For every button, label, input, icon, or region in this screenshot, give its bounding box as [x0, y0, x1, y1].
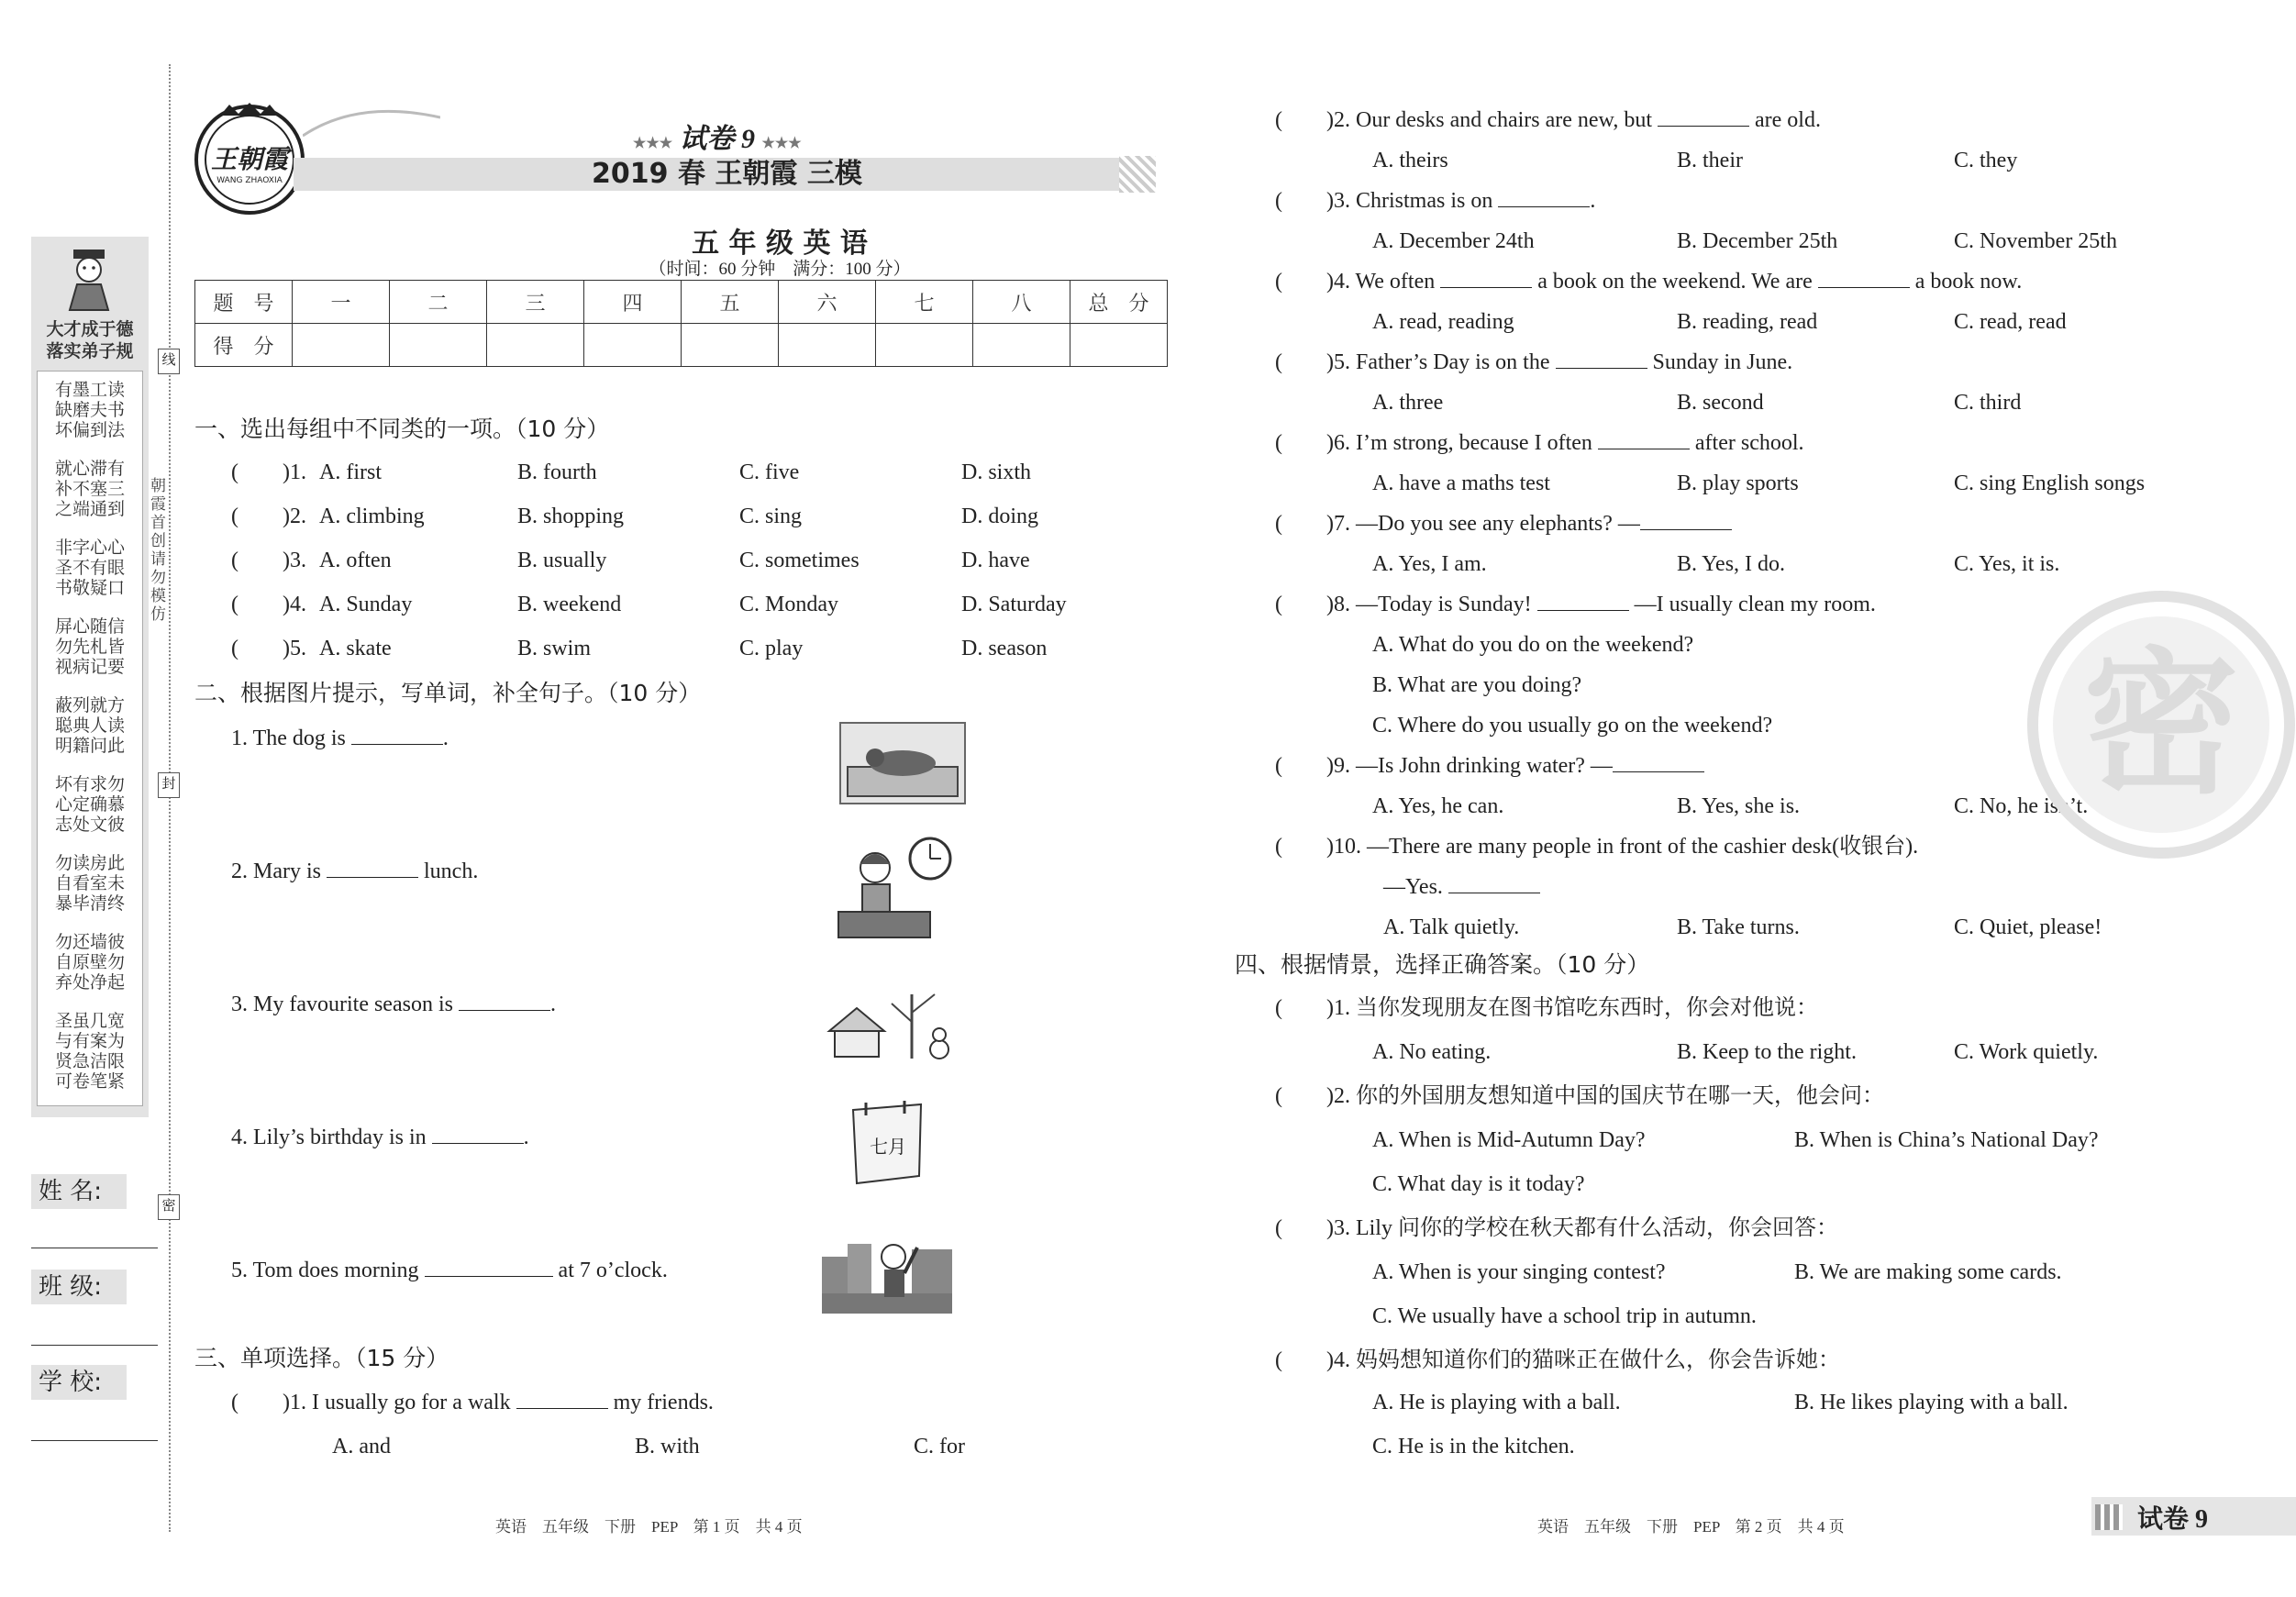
sentence-text: 1. The dog is [231, 726, 351, 750]
class-label: 班 级: [31, 1270, 127, 1304]
s3-q6-stem [1275, 429, 1804, 457]
score-cell[interactable] [779, 324, 876, 367]
question-stem[interactable]: ( )9. —Is John drinking water? — [1275, 754, 1613, 778]
score-header: 七 [876, 281, 973, 324]
score-header: 五 [682, 281, 779, 324]
s4-q1-stem[interactable]: ( )1. 当你发现朋友在图书馆吃东西时，你会对他说： [1275, 996, 1818, 1020]
logo-subtext: WANG ZHAOXIA [216, 176, 283, 185]
option-b: B. shopping [517, 505, 625, 528]
option-b: B. usually [517, 549, 607, 572]
s3-q5-stem [1275, 349, 1792, 376]
score-header: 四 [584, 281, 682, 324]
option-c: C. Quiet, please! [1954, 915, 2102, 939]
answer-blank[interactable] [459, 993, 550, 1011]
answer-blank[interactable] [351, 727, 443, 745]
verse-line: 非字心心 [54, 538, 125, 558]
verse-line: 之端通到 [54, 499, 125, 519]
option-a: A. and [332, 1435, 391, 1458]
verse-line: 与有案为 [54, 1031, 125, 1051]
option-c: C. Yes, it is. [1954, 552, 2060, 576]
option-b: B. He likes playing with a ball. [1794, 1391, 2069, 1414]
option-d: D. have [961, 549, 1030, 572]
s3-q2-stem [1275, 106, 1821, 134]
s3-q4-stem [1275, 268, 2022, 295]
question-number[interactable]: ( )3. [231, 549, 306, 572]
answer-blank[interactable] [1658, 109, 1749, 127]
footer-right: 英语 五年级 下册 PEP 第 2 页 共 4 页 [1537, 1518, 1845, 1536]
option-c: C. five [739, 460, 800, 484]
option-b: B. What are you doing? [1372, 673, 1582, 697]
section2-title: 二、根据图片提示，写单词，补全句子。（10 分） [194, 680, 702, 706]
answer-blank[interactable] [1613, 755, 1704, 772]
option-c: C. Monday [739, 593, 838, 616]
score-cell[interactable] [390, 324, 487, 367]
verse-line: 就心滞有 [54, 459, 125, 479]
fill-sentence-2 [231, 858, 478, 885]
option-a: A. have a maths test [1372, 471, 1550, 495]
fill-sentence-3 [231, 991, 556, 1018]
verse-line: 聪典人读 [54, 715, 125, 736]
question-number[interactable]: ( )5. [231, 637, 306, 660]
option-a: A. theirs [1372, 149, 1448, 172]
answer-blank[interactable] [425, 1259, 553, 1277]
verse-line: 心定确慕 [54, 794, 125, 815]
option-a: A. Yes, he can. [1372, 794, 1504, 818]
answer-blank[interactable] [327, 860, 418, 878]
school-label: 学 校: [31, 1365, 127, 1400]
fill-sentence-4 [231, 1124, 529, 1151]
question-stem-end: . [1590, 189, 1596, 213]
option-a: A. Sunday [319, 593, 413, 616]
option-c: C. read, read [1954, 310, 2067, 334]
sidebar-panel [31, 237, 149, 1117]
verse-line: 屏心随信 [54, 616, 125, 637]
logo-ribbon [303, 99, 440, 145]
question-stem[interactable]: ( )4. We often [1275, 270, 1441, 294]
girl-eating-picture [829, 831, 958, 941]
option-b: B. Yes, she is. [1677, 794, 1801, 818]
motto-2: 落实弟子规 [46, 341, 134, 361]
option-c: C. sing English songs [1954, 471, 2146, 495]
option-b: B. We are making some cards. [1794, 1260, 2062, 1284]
option-c: C. for [914, 1435, 965, 1458]
class-input-line[interactable] [31, 1345, 158, 1346]
exam-tag [633, 116, 802, 156]
option-c: C. third [1954, 391, 2022, 415]
answer-blank[interactable] [1818, 271, 1910, 288]
footer-left: 英语 五年级 下册 PEP 第 1 页 共 4 页 [495, 1518, 803, 1536]
sentence-text: lunch. [418, 859, 479, 883]
score-header: 一 [293, 281, 390, 324]
score-table [194, 280, 1168, 367]
score-header: 三 [487, 281, 584, 324]
time-info: （时间：60 分钟 满分：100 分） [649, 260, 911, 279]
seal-mark-secret: 密 [158, 1194, 180, 1220]
option-b: B. When is China’s National Day? [1794, 1128, 2099, 1152]
sentence-text: 5. Tom does morning [231, 1259, 425, 1282]
option-a: A. When is your singing contest? [1372, 1260, 1666, 1284]
option-d: D. season [961, 637, 1048, 660]
verse-line: 坏有求勿 [54, 774, 125, 794]
winter-house-picture [820, 976, 958, 1068]
question-stem[interactable]: ( )3. Christmas is on [1275, 189, 1499, 213]
calendar-picture [848, 1101, 926, 1189]
answer-blank[interactable] [1440, 271, 1532, 288]
question-stem-end: after school. [1689, 431, 1804, 455]
banner-title: 2019 春 王朝霞 三模 [592, 158, 862, 190]
question-stem-end: my friends. [607, 1391, 714, 1414]
sentence-text: 2. Mary is [231, 859, 327, 883]
seal-mark-line: 线 [158, 349, 180, 374]
s4-q4-stem[interactable]: ( )4. 妈妈想知道你们的猫咪正在做什么，你会告诉她： [1275, 1348, 1840, 1372]
score-header: 二 [390, 281, 487, 324]
copyright-note: 朝霞首创 请勿模仿 [150, 477, 166, 624]
school-input-line[interactable] [31, 1440, 158, 1441]
question-number[interactable]: ( )2. [231, 505, 306, 528]
section4-title: 四、根据情景，选择正确答案。（10 分） [1235, 951, 1650, 978]
verse-line: 自原壁勿 [54, 952, 125, 972]
option-a: A. first [319, 460, 382, 484]
verse-line: 志处文彼 [54, 815, 125, 835]
option-c: C. Work quietly. [1954, 1040, 2099, 1064]
verse-line: 勿先札皆 [54, 637, 125, 657]
verse-line: 坏偏到法 [54, 420, 125, 440]
banner-dots [1119, 156, 1156, 193]
score-header: 总 分 [1070, 281, 1168, 324]
option-a: A. When is Mid-Autumn Day? [1372, 1128, 1646, 1152]
option-b: B. Take turns. [1677, 915, 1800, 939]
s3-q1-stem [231, 1389, 714, 1416]
sentence-text: at 7 o’clock. [552, 1259, 668, 1282]
option-a: A. climbing [319, 505, 425, 528]
answer-blank[interactable] [1448, 876, 1540, 893]
option-b: B. with [635, 1435, 700, 1458]
score-cell[interactable] [584, 324, 682, 367]
option-b: B. December 25th [1677, 229, 1838, 253]
option-c: C. We usually have a school trip in autumn. [1372, 1304, 1757, 1328]
s3-q10-stem[interactable]: ( )10. —There are many people in front of the cashier desk(收银台). [1275, 835, 1919, 859]
option-d: D. doing [961, 505, 1038, 528]
option-b: B. their [1677, 149, 1743, 172]
sentence-text: . [549, 993, 556, 1016]
verse-line: 自看室未 [54, 873, 125, 893]
question-stem[interactable]: ( )2. Our desks and chairs are new, but [1275, 108, 1658, 132]
sleeping-dog-picture [838, 721, 967, 805]
s3-q9-stem [1275, 752, 1704, 780]
motto-1: 大才成于德 [46, 319, 134, 339]
boy-exercising-picture [820, 1229, 954, 1321]
question-stem-mid: a book on the weekend. We are [1532, 270, 1818, 294]
option-c: C. No, he isn’t. [1954, 794, 2089, 818]
option-b: B. second [1677, 391, 1764, 415]
verse-line: 弃处净起 [54, 972, 125, 993]
answer-blank[interactable] [1640, 513, 1732, 530]
option-a: A. What do you do on the weekend? [1372, 633, 1694, 657]
option-a: A. Yes, I am. [1372, 552, 1487, 576]
corner-tag-dots [2095, 1504, 2123, 1530]
calendar-month: 七月 [870, 1136, 906, 1158]
score-cell[interactable] [293, 324, 390, 367]
verse-line: 暴毕清终 [54, 893, 125, 914]
option-c: C. He is in the kitchen. [1372, 1435, 1575, 1458]
question-stem[interactable]: ( )5. Father’s Day is on the [1275, 350, 1556, 374]
score-cell[interactable] [487, 324, 584, 367]
sentence-text: 4. Lily’s birthday is in [231, 1126, 432, 1149]
answer-blank[interactable] [1498, 190, 1590, 207]
sentence-text: . [442, 726, 449, 750]
fill-sentence-1 [231, 725, 449, 752]
score-cell[interactable] [1070, 324, 1168, 367]
verse-line: 可卷笔紧 [54, 1071, 125, 1092]
option-c: C. sometimes [739, 549, 860, 572]
option-b: B. swim [517, 637, 592, 660]
answer-blank[interactable] [1556, 351, 1647, 369]
s3-q10-line2 [1383, 873, 1540, 901]
question-stem-end: Sunday in June. [1647, 350, 1793, 374]
section3-title: 三、单项选择。（15 分） [194, 1345, 449, 1371]
score-row-label: 得 分 [195, 324, 293, 367]
verse-line: 缺磨夫书 [54, 400, 125, 420]
option-a: A. No eating. [1372, 1040, 1492, 1064]
option-c: C. play [739, 637, 804, 660]
question-number[interactable]: ( )4. [231, 593, 306, 616]
scholar-figure [59, 248, 119, 312]
answer-blank[interactable] [432, 1126, 524, 1144]
stars-right: ★★★ [761, 136, 802, 151]
option-a: A. read, reading [1372, 310, 1514, 334]
answer-blank[interactable] [516, 1392, 608, 1409]
verse-line: 勿读房此 [54, 853, 125, 873]
verse-line: 书敬疑口 [54, 578, 125, 598]
option-d: D. Saturday [961, 593, 1067, 616]
s3-q7-stem [1275, 510, 1732, 538]
question-stem: —Yes. [1383, 875, 1448, 899]
option-a: A. Talk quietly. [1383, 915, 1520, 939]
dotted-margin-line [169, 64, 171, 1532]
corner-tag: 试卷 9 [2137, 1505, 2209, 1534]
option-b: B. fourth [517, 460, 597, 484]
section1-title: 一、选出每组中不同类的一项。（10 分） [194, 416, 610, 442]
option-c: C. November 25th [1954, 229, 2117, 253]
seal-mark-seal: 封 [158, 772, 180, 798]
option-b: B. Yes, I do. [1677, 552, 1786, 576]
option-a: A. three [1372, 391, 1444, 415]
option-a: A. often [319, 549, 392, 572]
question-stem-end: a book now. [1909, 270, 2023, 294]
question-stem[interactable]: ( )8. —Today is Sunday! [1275, 593, 1537, 616]
verse-line: 有墨工读 [54, 380, 125, 400]
subject-title: 五 年 级 英 语 [692, 227, 868, 260]
brand-logo [193, 103, 306, 216]
watermark-seal [2024, 587, 2296, 862]
stars-left: ★★★ [633, 136, 673, 151]
sentence-text: 3. My favourite season is [231, 993, 459, 1016]
question-stem-end: —I usually clean my room. [1628, 593, 1876, 616]
question-stem[interactable]: ( )1. I usually go for a walk [231, 1391, 516, 1414]
question-stem[interactable]: ( )7. —Do you see any elephants? — [1275, 512, 1640, 536]
option-c: C. Where do you usually go on the weekend? [1372, 714, 1773, 738]
watermark-text: 密 [2082, 634, 2239, 815]
option-a: A. skate [319, 637, 392, 660]
score-cell[interactable] [682, 324, 779, 367]
verse-line: 勿还墙彼 [54, 932, 125, 952]
verse-line: 补不塞三 [54, 479, 125, 499]
score-header: 八 [973, 281, 1070, 324]
score-header: 题 号 [195, 281, 293, 324]
option-a: A. He is playing with a ball. [1372, 1391, 1621, 1414]
s3-q8-stem [1275, 591, 1876, 618]
option-c: C. sing [739, 505, 803, 528]
sentence-text: . [523, 1126, 529, 1149]
name-label: 姓 名: [31, 1174, 127, 1209]
fill-sentence-5 [231, 1257, 668, 1284]
option-c: C. they [1954, 149, 2018, 172]
answer-blank[interactable] [1598, 432, 1690, 449]
verse-line: 视病记要 [54, 657, 125, 677]
verse-line: 圣虽几宽 [54, 1011, 125, 1031]
option-b: B. reading, read [1677, 310, 1818, 334]
option-b: B. weekend [517, 593, 622, 616]
option-c: C. What day is it today? [1372, 1172, 1585, 1196]
option-d: D. sixth [961, 460, 1032, 484]
s3-q3-stem [1275, 187, 1595, 215]
answer-blank[interactable] [1537, 593, 1629, 611]
score-cell[interactable] [973, 324, 1070, 367]
logo-text: 王朝霞 [210, 146, 288, 174]
option-a: A. December 24th [1372, 229, 1535, 253]
question-stem[interactable]: ( )6. I’m strong, because I often [1275, 431, 1598, 455]
verse-line: 贤急洁限 [54, 1051, 125, 1071]
exam-number: 试卷 9 [679, 124, 756, 154]
option-b: B. play sports [1677, 471, 1799, 495]
s4-q3-stem[interactable]: ( )3. Lily 问你的学校在秋天都有什么活动，你会回答： [1275, 1216, 1838, 1240]
s4-q2-stem[interactable]: ( )2. 你的外国朋友想知道中国的国庆节在哪一天，他会问： [1275, 1084, 1884, 1108]
question-stem-end: are old. [1749, 108, 1821, 132]
score-cell[interactable] [876, 324, 973, 367]
verse-line: 蔽列就方 [54, 695, 125, 715]
score-header: 六 [779, 281, 876, 324]
verse-line: 圣不有眼 [54, 558, 125, 578]
question-number[interactable]: ( )1. [231, 460, 306, 484]
option-b: B. Keep to the right. [1677, 1040, 1857, 1064]
verse-line: 明籍问此 [54, 736, 125, 756]
